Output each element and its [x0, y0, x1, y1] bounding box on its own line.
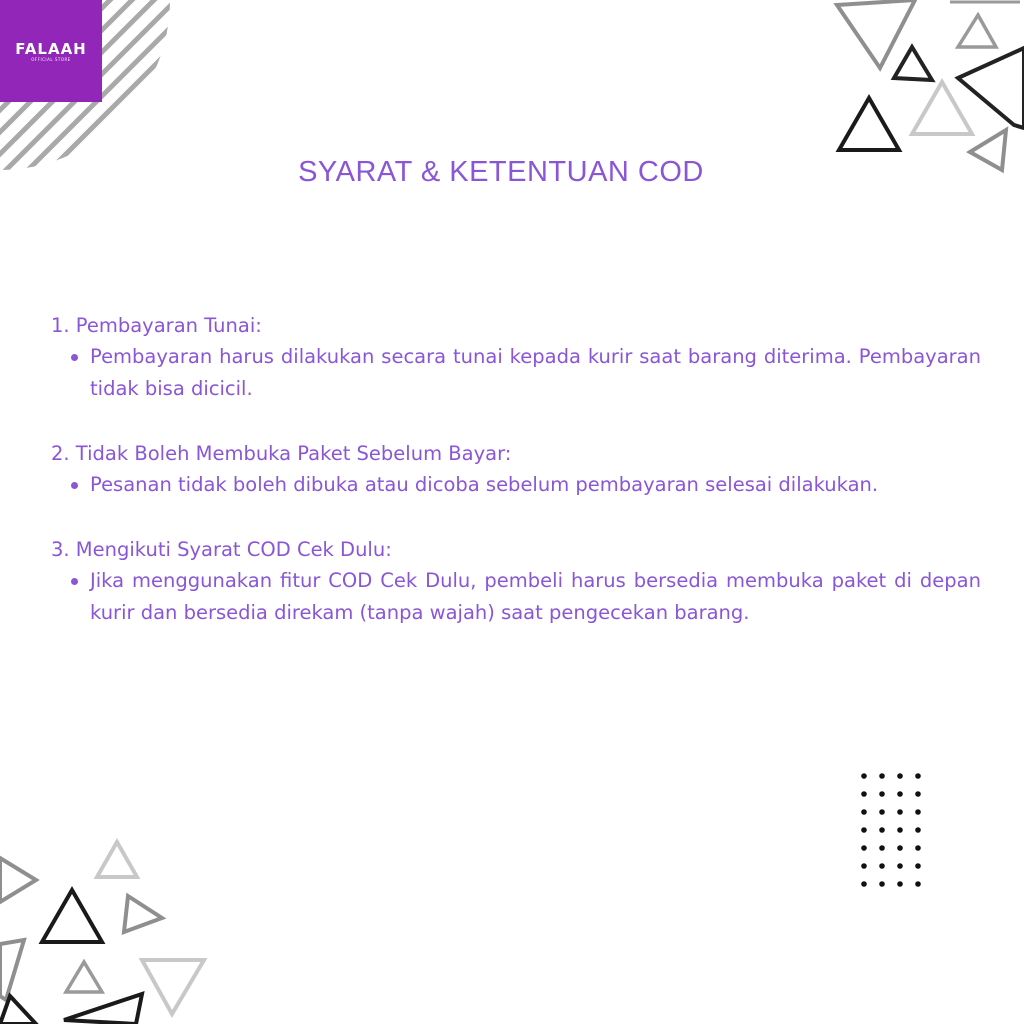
triangle-cluster-top-right: [837, 0, 1024, 170]
triangle-icon: [0, 858, 36, 902]
triangle-icon: [66, 962, 102, 992]
bullet-item: [51, 469, 981, 501]
brand-name: FALAAH: [15, 40, 87, 58]
triangle-icon: [64, 994, 142, 1024]
triangle-cluster-bottom-left: [0, 842, 204, 1024]
triangle-icon: [42, 890, 102, 942]
triangle-icon: [958, 15, 996, 47]
brand-logo: [0, 0, 102, 102]
brand-tagline: OFFICIAL STORE: [31, 57, 71, 62]
bullet-dot-icon: [71, 578, 78, 585]
terms-list: [51, 310, 981, 662]
dot-grid: [861, 773, 921, 887]
section-heading: 3. Mengikuti Syarat COD Cek Dulu:: [51, 538, 392, 561]
triangle-icon: [912, 82, 972, 134]
section-heading: 2. Tidak Boleh Membuka Paket Sebelum Bayar:: [51, 442, 512, 465]
bullet-item: [51, 565, 981, 629]
terms-section: [51, 310, 981, 405]
triangle-icon: [142, 960, 204, 1014]
bullet-item: [51, 341, 981, 405]
triangle-icon: [839, 98, 899, 150]
triangle-icon: [124, 896, 162, 932]
bullet-dot-icon: [71, 482, 78, 489]
bullet-text: Jika menggunakan fitur COD Cek Dulu, pembeli harus bersedia membuka paket di depan kurir dan bersedia direkam (tanpa wajah) saat pengecekan barang.: [90, 569, 981, 624]
terms-section: [51, 438, 981, 501]
triangle-icon: [958, 48, 1024, 128]
triangle-icon: [0, 940, 24, 1000]
triangle-icon: [894, 47, 932, 80]
page-title: SYARAT & KETENTUAN COD: [298, 156, 704, 188]
triangle-icon: [97, 842, 137, 877]
bullet-dot-icon: [71, 354, 78, 361]
section-heading: 1. Pembayaran Tunai:: [51, 314, 262, 337]
triangle-icon: [837, 0, 915, 68]
terms-section: [51, 534, 981, 629]
bullet-text: Pesanan tidak boleh dibuka atau dicoba sebelum pembayaran selesai dilakukan.: [90, 473, 879, 496]
bullet-text: Pembayaran harus dilakukan secara tunai kepada kurir saat barang diterima. Pembayaran tidak bisa dicicil.: [90, 345, 981, 400]
